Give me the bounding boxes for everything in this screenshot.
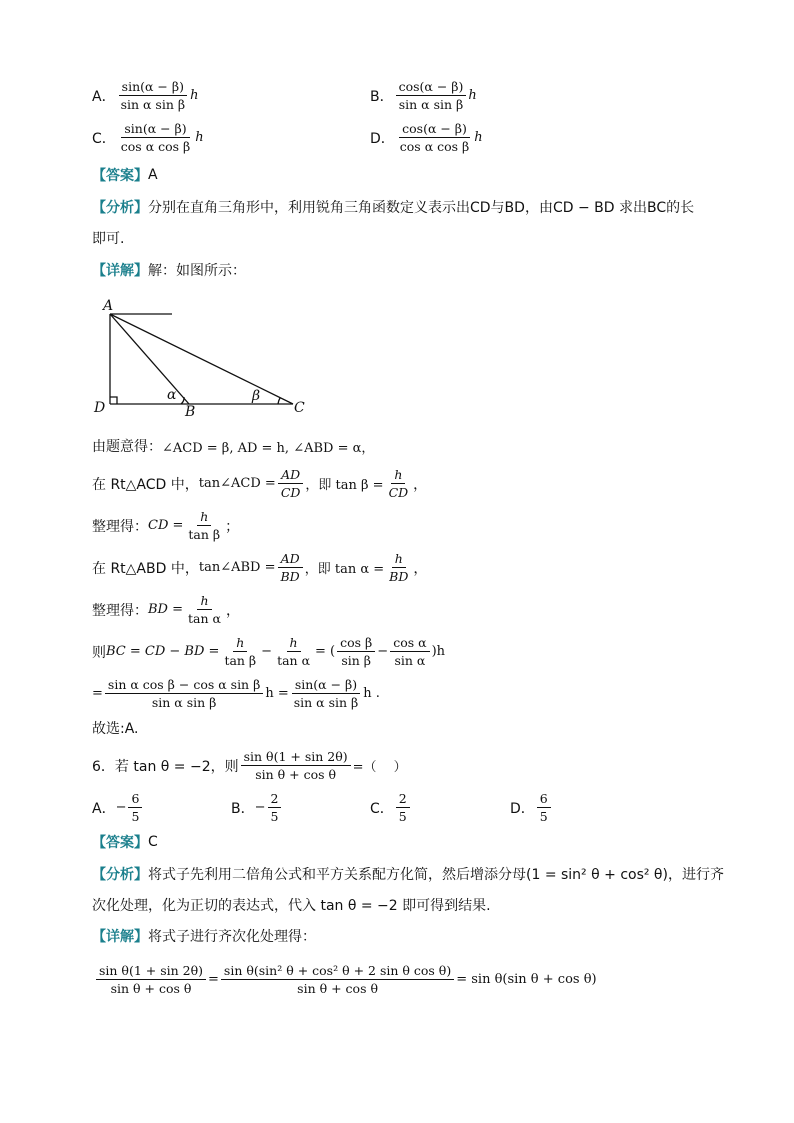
label-a: A [103, 298, 114, 314]
choose-line: 故选:A. [92, 721, 139, 737]
label-c: C [294, 400, 305, 416]
q6-option-b: B． − $\frac{2}{5}$ [231, 790, 283, 825]
fraction: $\frac{6}{5}$ [537, 790, 551, 825]
analysis-text: 分别在直角三角形中，利用锐角三角函数定义表示出CD与BD，由CD − BD 求出BC的长 [148, 200, 695, 216]
analysis-text: 即可. [92, 231, 125, 247]
option-d: D． $\frac{\cos(\alpha - \beta)}{\text{cos α cos β}}$ h [370, 121, 483, 154]
step-1: 在 Rt△ACD 中， tan∠ACD = $\frac{AD}{CD}$ ，即 tan β = $\frac{h}{CD}$ ， [92, 467, 428, 500]
right-angle-mark [110, 397, 117, 404]
fraction: $\frac{\text{sin θ(1 + sin 2θ)}}{\text{sin θ + cos θ}}$ [96, 962, 206, 997]
option-letter: C． [92, 130, 116, 147]
option-c: C． $\frac{\sin(\alpha - \beta)}{\text{cos α cos β}}$ h [92, 121, 204, 154]
label-beta: β [252, 388, 261, 404]
detail-tag: 【详解】 [92, 929, 148, 945]
analysis-line-1 [92, 864, 724, 884]
analysis-tag: 【分析】 [92, 867, 148, 883]
final-equation: $\frac{\text{sin θ(1 + sin 2θ)}}{\text{sin θ + cos θ}}$ = $\frac{\text{sin θ(sin² θ + cos² θ + 2 sin θ cos θ)}}{\text{sin θ + cos θ}}$ = sin θ(sin θ + cos θ) [94, 962, 597, 997]
step-6: = $\frac{\text{sin α cos β − cos α sin β}}{\text{sin α sin β}}$ h = $\frac{\sin(\alpha - \beta)}{\text{sin α sin β}}$ h . [92, 677, 380, 710]
fraction: $\frac{2}{5}$ [396, 790, 410, 825]
fraction: $\frac{h}{\text{tan β}}$ [188, 509, 221, 542]
detail-line [92, 260, 246, 280]
fraction: $\frac{h}{\text{tan α}}$ [277, 635, 311, 668]
label-d: D [94, 400, 106, 416]
answer-value: C [148, 834, 158, 850]
q6-option-c: C． $\frac{2}{5}$ [370, 790, 412, 825]
step-5: 则 BC = CD − BD = $\frac{h}{\text{tan β}}$ − $\frac{h}{\text{tan α}}$ = ( $\frac{\text{cos β}}{\text{sin β}}$ − $\frac{\text{cos α}}{\text{sin α}}$ )h [92, 635, 446, 668]
option-fraction: $\frac{\cos(\alpha - \beta)}{\text{cos α cos β}}$ [399, 121, 470, 154]
angle-beta-arc [278, 398, 280, 404]
option-fraction: $\frac{\cos(\alpha - \beta)}{\text{sin α sin β}}$ [396, 78, 467, 113]
answer-value: A [148, 167, 158, 183]
step-4: 整理得： BD = $\frac{h}{\text{tan α}}$ ， [92, 593, 240, 626]
fraction: $\frac{\text{cos α}}{\text{sin α}}$ [390, 634, 429, 669]
analysis-tag: 【分析】 [92, 200, 148, 216]
angle-alpha-arc [181, 397, 184, 404]
fraction: $\frac{h}{CD}$ [388, 467, 409, 500]
detail-text: 解：如图所示： [148, 263, 246, 279]
detail-tag: 【详解】 [92, 263, 148, 279]
analysis-text: 次化处理，化为正切的表达式，代入 tan θ = −2 即可得到结果. [92, 898, 491, 914]
label-b: B [185, 404, 196, 420]
q6-option-a: A． − $\frac{6}{5}$ [92, 790, 144, 825]
fraction: $\frac{h}{BD}$ [389, 551, 409, 584]
option-fraction: $\frac{\sin(\alpha - \beta)}{\text{cos α cos β}}$ [120, 121, 191, 154]
fraction: $\frac{\text{sin α cos β − cos α sin β}}{\text{sin α sin β}}$ [105, 676, 263, 711]
fraction: $\frac{6}{5}$ [128, 790, 142, 825]
answer-line [92, 832, 158, 852]
analysis-line-1 [92, 197, 694, 217]
option-b: B． $\frac{\cos(\alpha - \beta)}{\text{sin α sin β}}$ h [370, 79, 477, 112]
answer-tag: 【答案】 [92, 835, 148, 851]
option-letter: A． [92, 88, 116, 105]
label-alpha: α [167, 387, 177, 403]
fraction: $\frac{\text{sin θ(1 + sin 2θ)}}{\text{sin θ + cos θ}}$ [241, 748, 351, 783]
triangle-figure [88, 292, 318, 422]
answer-tag: 【答案】 [92, 168, 148, 184]
option-fraction: $\frac{\sin(\alpha - \beta)}{\text{sin α sin β}}$ [120, 79, 186, 112]
analysis-text: 将式子先利用二倍角公式和平方关系配方化简，然后增添分母(1 = sin² θ + cos² θ)，进行齐 [148, 867, 724, 883]
answer-line [92, 165, 158, 185]
analysis-line-2 [92, 895, 491, 915]
fraction: $\frac{AD}{BD}$ [278, 550, 303, 585]
detail-text: 将式子进行齐次化处理得： [148, 929, 316, 945]
step-2: 整理得： CD = $\frac{h}{\text{tan β}}$ ； [92, 509, 240, 542]
fraction: $\frac{AD}{CD}$ [278, 466, 304, 501]
fraction: $\frac{\text{cos β}}{\text{sin β}}$ [337, 634, 375, 669]
fraction: $\frac{\text{sin θ(sin² θ + cos² θ + 2 sin θ cos θ)}}{\text{sin θ + cos θ}}$ [221, 962, 454, 997]
option-letter: B． [370, 88, 394, 105]
segment-AC [110, 314, 293, 404]
fraction: $\frac{h}{\text{tan α}}$ [188, 593, 221, 626]
step-3: 在 Rt△ABD 中， tan∠ABD = $\frac{AD}{BD}$ ，即 tan α = $\frac{h}{BD}$ ， [92, 551, 428, 584]
fraction: $\frac{2}{5}$ [268, 790, 282, 825]
option-a: A． $\frac{\sin(\alpha - \beta)}{\text{sin α sin β}}$ h [92, 79, 199, 112]
fraction: $\frac{\sin(\alpha - \beta)}{\text{sin α sin β}}$ [293, 677, 359, 710]
analysis-line-2 [92, 228, 124, 248]
fraction: $\frac{h}{\text{tan β}}$ [224, 635, 257, 668]
segment-AB [110, 314, 189, 404]
given-expression: ∠ACD = β, AD = h, ∠ABD = α， [162, 440, 375, 456]
q6-option-d: D． $\frac{6}{5}$ [510, 790, 553, 825]
question-number: 6． [92, 758, 115, 775]
option-letter: D． [370, 130, 395, 147]
given-line: 由题意得： ∠ACD = β, AD = h, ∠ABD = α， [92, 436, 374, 456]
question-6-stem: 6． 若 tan θ = −2，则 $\frac{\text{sin θ(1 + sin 2θ)}}{\text{sin θ + cos θ}}$ =（ ） [92, 749, 407, 782]
detail-line [92, 926, 316, 946]
